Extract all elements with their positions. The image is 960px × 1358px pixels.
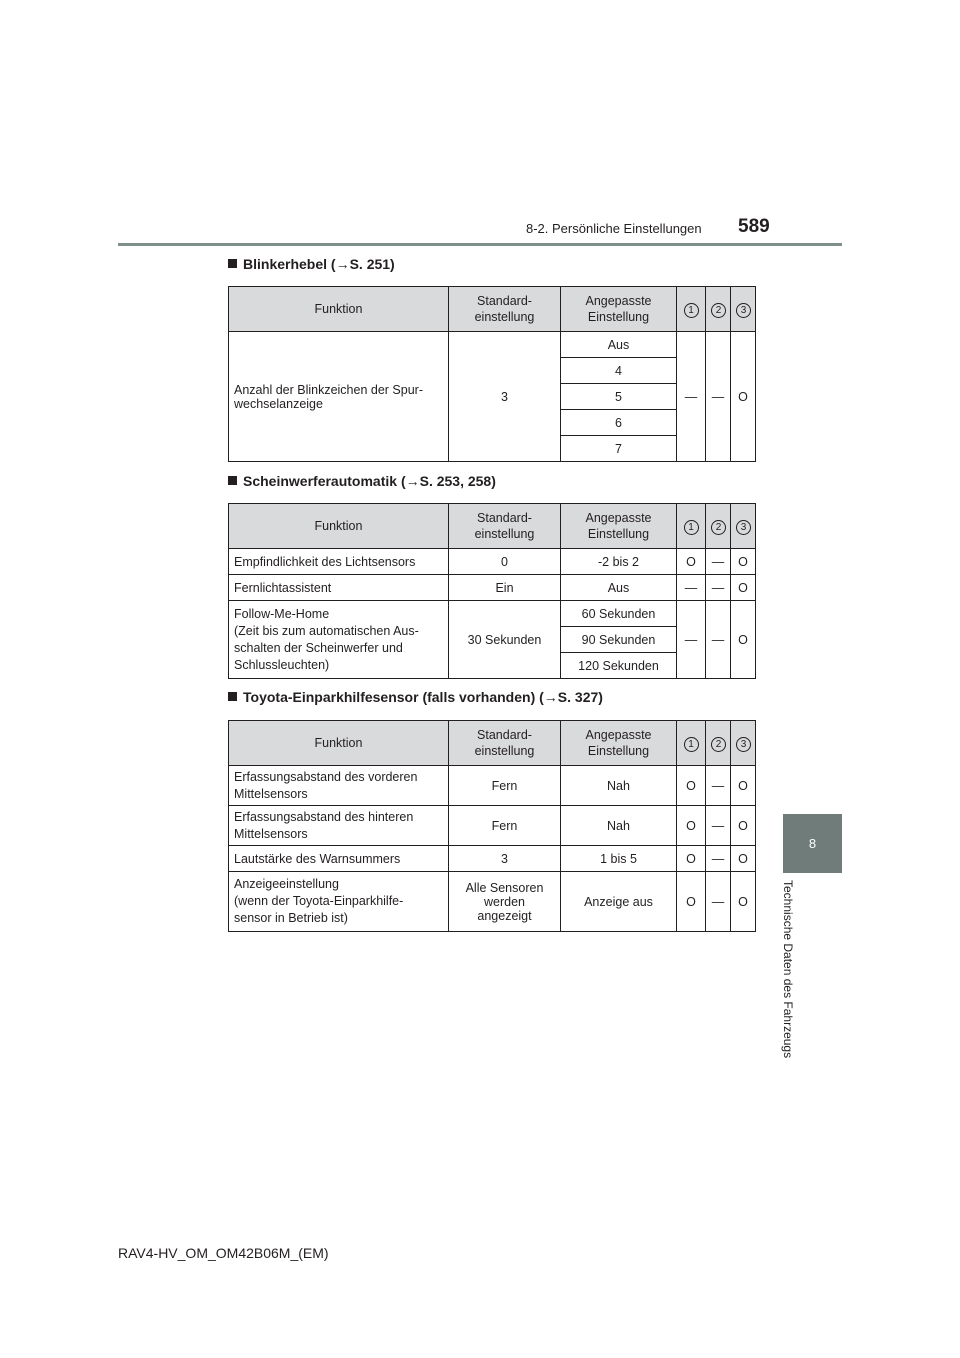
cell-c2: — (706, 601, 731, 679)
circled-3-icon: 3 (736, 737, 751, 752)
section-title-scheinwerfer: Scheinwerferautomatik (→S. 253, 258) (228, 473, 496, 489)
cell-option: 60 Sekunden (561, 601, 677, 627)
table-einparkhilfe (228, 720, 756, 932)
table-row (229, 549, 756, 575)
col-header-standard: Standard- einstellung (449, 287, 561, 332)
circled-3-icon: 3 (736, 303, 751, 318)
col-header-2 (706, 721, 731, 766)
col-header-3 (731, 504, 756, 549)
page-number: 589 (738, 216, 770, 237)
col-header-1 (677, 504, 706, 549)
cell-function: Erfassungsabstand des hinteren Mittelsensors (229, 806, 449, 846)
cell-standard: Ein (449, 575, 561, 601)
cell-function: Anzeigeeinstellung (wenn der Toyota-Einparkhilfe- sensor in Betrieb ist) (229, 872, 449, 932)
circled-2-icon: 2 (711, 303, 726, 318)
col-header-funktion: Funktion (229, 287, 449, 332)
cell-c2: — (706, 332, 731, 462)
cell-option: 4 (561, 358, 677, 384)
col-header-funktion: Funktion (229, 721, 449, 766)
circled-1-icon: 1 (684, 737, 699, 752)
cell-option: 90 Sekunden (561, 627, 677, 653)
cell-standard: 0 (449, 549, 561, 575)
table-row (229, 332, 756, 358)
circled-2-icon: 2 (711, 520, 726, 535)
table-scheinwerfer (228, 503, 756, 679)
col-header-3 (731, 287, 756, 332)
col-header-angepasste: Angepasste Einstellung (561, 504, 677, 549)
cell-function: Lautstärke des Warnsummers (229, 846, 449, 872)
cell-function: Fernlichtassistent (229, 575, 449, 601)
cell-function: Anzahl der Blinkzeichen der Spur- wechselanzeige (229, 332, 449, 462)
cell-c2: — (706, 766, 731, 806)
circled-1-icon: 1 (684, 303, 699, 318)
cell-c1: — (677, 575, 706, 601)
header-rule (118, 243, 842, 246)
cell-custom: -2 bis 2 (561, 549, 677, 575)
cell-standard: Fern (449, 766, 561, 806)
circled-2-icon: 2 (711, 737, 726, 752)
cell-c1: O (677, 549, 706, 575)
table-row (229, 872, 756, 932)
cell-function: Follow-Me-Home (Zeit bis zum automatischen Aus- schalten der Scheinwerfer und Schlussleuchten) (229, 601, 449, 679)
cell-c2: — (706, 575, 731, 601)
col-header-funktion: Funktion (229, 504, 449, 549)
col-header-1 (677, 287, 706, 332)
cell-c3: O (731, 806, 756, 846)
cell-function: Erfassungsabstand des vorderen Mittelsensors (229, 766, 449, 806)
col-header-2 (706, 504, 731, 549)
cell-custom: Aus (561, 575, 677, 601)
cell-option: 5 (561, 384, 677, 410)
chapter-tab[interactable] (783, 814, 842, 873)
section-title-einparkhilfe: Toyota-Einparkhilfesensor (falls vorhanden) (→S. 327) (228, 689, 603, 705)
cell-standard: Alle Sensoren werden angezeigt (449, 872, 561, 932)
table-header-row (229, 504, 756, 549)
col-header-3 (731, 721, 756, 766)
table-row (229, 601, 756, 627)
table-row (229, 846, 756, 872)
cell-standard: 3 (449, 332, 561, 462)
cell-c1: O (677, 846, 706, 872)
document-code: RAV4-HV_OM_OM42B06M_(EM) (118, 1245, 329, 1261)
cell-option: 6 (561, 410, 677, 436)
cell-function: Empfindlichkeit des Lichtsensors (229, 549, 449, 575)
cell-option: Aus (561, 332, 677, 358)
circled-3-icon: 3 (736, 520, 751, 535)
cell-c3: O (731, 601, 756, 679)
table-row (229, 575, 756, 601)
cell-c1: — (677, 332, 706, 462)
section-heading: 8-2. Persönliche Einstellungen (526, 221, 702, 236)
cell-c1: O (677, 872, 706, 932)
table-row (229, 766, 756, 806)
chapter-number: 8 (808, 836, 817, 851)
col-header-angepasste: Angepasste Einstellung (561, 287, 677, 332)
cell-standard: Fern (449, 806, 561, 846)
cell-standard: 30 Sekunden (449, 601, 561, 679)
cell-c3: O (731, 332, 756, 462)
table-blinkerhebel (228, 286, 756, 462)
cell-custom: Nah (561, 766, 677, 806)
cell-standard: 3 (449, 846, 561, 872)
cell-c3: O (731, 575, 756, 601)
table-row (229, 806, 756, 846)
cell-c2: — (706, 846, 731, 872)
cell-c3: O (731, 872, 756, 932)
col-header-standard: Standard- einstellung (449, 721, 561, 766)
section-title-blinkerhebel: Blinkerhebel (→S. 251) (228, 256, 395, 272)
cell-c1: — (677, 601, 706, 679)
cell-option: 120 Sekunden (561, 653, 677, 679)
cell-c3: O (731, 846, 756, 872)
cell-custom: 1 bis 5 (561, 846, 677, 872)
cell-option: 7 (561, 436, 677, 462)
cell-custom: Nah (561, 806, 677, 846)
square-bullet-icon (228, 259, 237, 268)
cell-c3: O (731, 549, 756, 575)
table-header-row (229, 287, 756, 332)
square-bullet-icon (228, 692, 237, 701)
cell-c2: — (706, 872, 731, 932)
table-header-row (229, 721, 756, 766)
col-header-2 (706, 287, 731, 332)
cell-c1: O (677, 806, 706, 846)
col-header-angepasste: Angepasste Einstellung (561, 721, 677, 766)
col-header-standard: Standard- einstellung (449, 504, 561, 549)
col-header-1 (677, 721, 706, 766)
cell-c2: — (706, 806, 731, 846)
cell-custom: Anzeige aus (561, 872, 677, 932)
cell-c1: O (677, 766, 706, 806)
cell-c3: O (731, 766, 756, 806)
cell-c2: — (706, 549, 731, 575)
circled-1-icon: 1 (684, 520, 699, 535)
square-bullet-icon (228, 476, 237, 485)
